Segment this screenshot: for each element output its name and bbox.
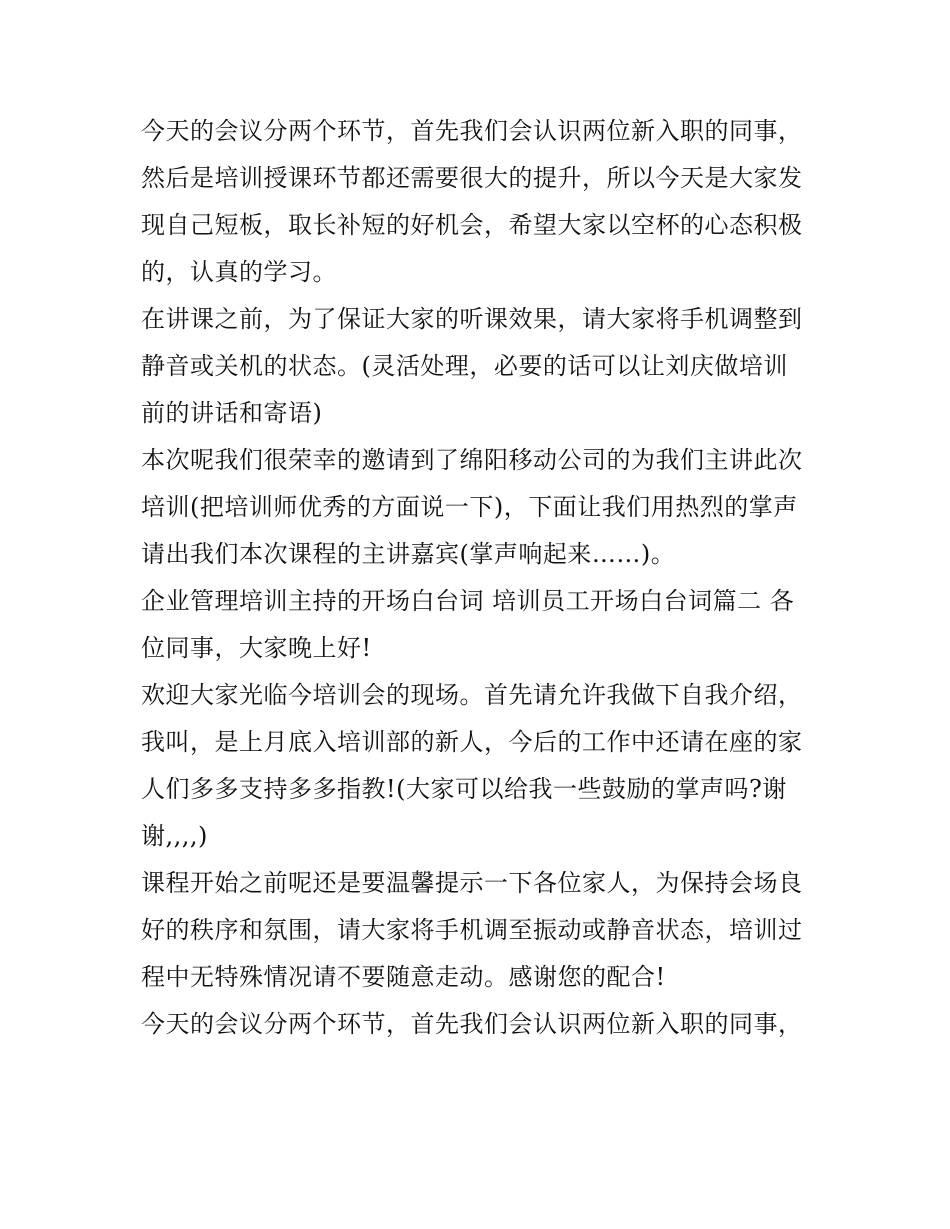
text-line: 的，认真的学习。 [141,258,337,286]
text-line: 位同事，大家晚上好! [141,634,372,662]
text-line: 今天的会议分两个环节，首先我们会认识两位新入职的同事， [141,1010,803,1038]
text-line: 在讲课之前，为了保证大家的听课效果，请大家将手机调整到 [141,305,803,333]
text-line: 请出我们本次课程的主讲嘉宾(掌声响起来……)。 [141,540,676,568]
text-line: 然后是培训授课环节都还需要很大的提升，所以今天是大家发 [141,164,803,192]
text-line: 现自己短板，取长补短的好机会，希望大家以空杯的心态积极 [141,211,803,239]
document-text [141,108,821,1048]
text-line: 前的讲话和寄语) [141,399,323,427]
text-line: 欢迎大家光临今培训会的现场。首先请允许我做下自我介绍， [141,681,803,709]
text-line: 我叫，是上月底入培训部的新人，今后的工作中还请在座的家 [141,728,803,756]
text-line: 好的秩序和氛围，请大家将手机调至振动或静音状态，培训过 [141,916,803,944]
text-line: 谢,,,,) [141,822,208,850]
text-line: 本次呢我们很荣幸的邀请到了绵阳移动公司的为我们主讲此次 [141,446,803,474]
text-line: 培训(把培训师优秀的方面说一下)，下面让我们用热烈的掌声 [141,493,798,521]
text-line: 静音或关机的状态。(灵活处理，必要的话可以让刘庆做培训 [141,352,788,380]
text-line: 人们多多支持多多指教!(大家可以给我一些鼓励的掌声吗?谢 [141,775,787,803]
text-line: 课程开始之前呢还是要温馨提示一下各位家人，为保持会场良 [141,869,803,897]
text-line: 今天的会议分两个环节，首先我们会认识两位新入职的同事， [141,117,803,145]
text-line: 程中无特殊情况请不要随意走动。感谢您的配合! [141,963,666,991]
text-line: 企业管理培训主持的开场白台词 培训员工开场白台词篇二 各 [141,587,795,615]
